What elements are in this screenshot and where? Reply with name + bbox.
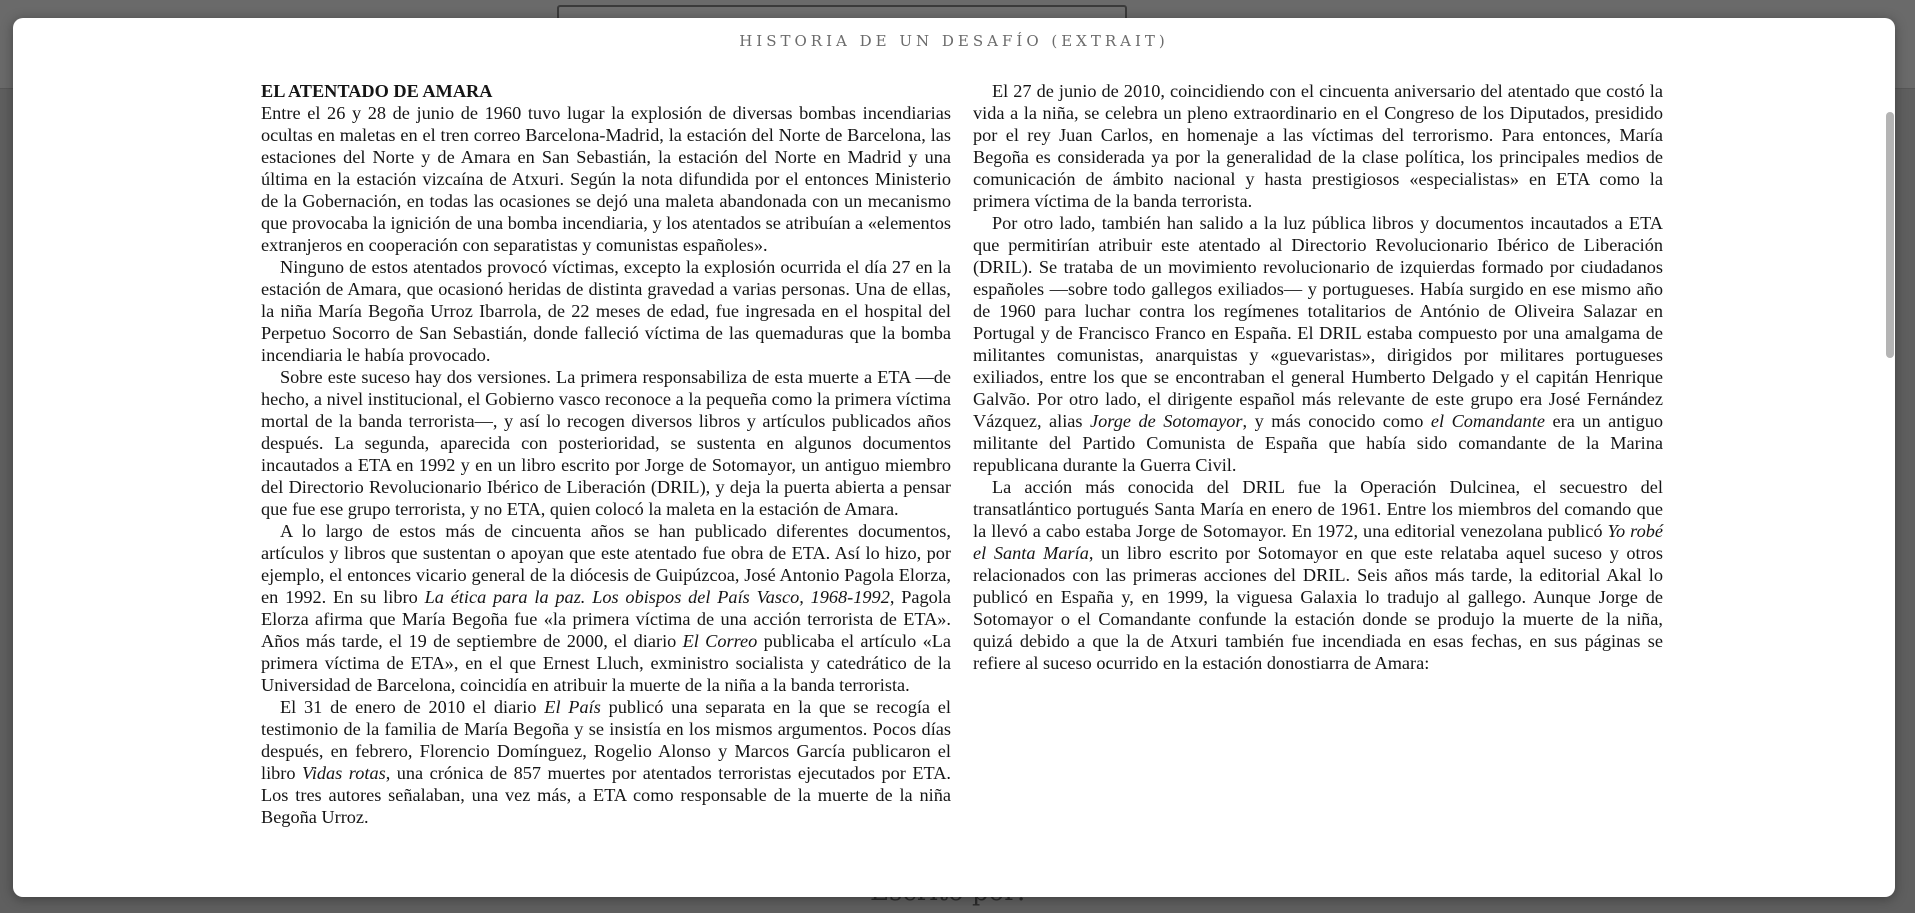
newspaper-el-correo: El Correo bbox=[682, 631, 758, 651]
excerpt-modal bbox=[13, 18, 1895, 897]
paragraph-3: Sobre este suceso hay dos versiones. La primera responsabiliza de esta muerte a ETA —de hecho, a nivel institucional, el Gobierno vasco reconoce a la pequeña como la primera víctima mortal de la banda terrorista—, y así lo recogen diversos libros y artículos publicados años después. La segunda, aparecida con posterioridad, se sustenta en algunos documentos incautados a ETA en 1992 y en un libro escrito por Jorge de Sotomayor, un antiguo miembro del Directorio Revolucionario Ibérico de Liberación (DRIL), y deja la puerta abierta a pensar que fue ese grupo terrorista, y no ETA, quien colocó la maleta en la estación de Amara. bbox=[261, 367, 951, 519]
paragraph-7-text-b: , y más conocido como bbox=[1242, 411, 1431, 431]
paragraph-2: Ninguno de estos atentados provocó víctimas, excepto la explosión ocurrida el día 27 en la estación de Amara, que ocasionó heridas de distinta gravedad a varias personas. Una de ellas, la niña María Begoña Urroz Ibarrola, de 22 meses de edad, fue ingresada en el hospital del Perpetuo Socorro de San Sebastián, donde falleció víctima de las quemaduras que la bomba incendiaria le había provocado. bbox=[261, 257, 951, 365]
book-title-etica: La ética para la paz. Los obispos del País Vasco, 1968-1992 bbox=[424, 587, 890, 607]
newspaper-el-pais: El País bbox=[544, 697, 601, 717]
nickname-el-comandante: el Comandante bbox=[1430, 411, 1546, 431]
paragraph-6: El 27 de junio de 2010, coincidiendo con el cincuenta aniversario del atentado que costó la vida a la niña, se celebra un pleno extraordinario en el Congreso de los Diputados, presidido por el rey Juan Carlos, en homenaje a las víctimas del terrorismo. Para entonces, María Begoña es considerada ya por la generalidad de la clase política, los principales medios de comunicación de ámbito nacional y hasta prestigiosos «especialistas» en ETA como la primera víctima de la banda terrorista. bbox=[973, 81, 1663, 211]
paragraph-8-text-b: , un libro escrito por Sotomayor en que este relataba aquel suceso y otros relacionados con las primeras acciones del DRIL. Seis años más tarde, la editorial Akal lo publicó en España y, en 1999, la viguesa Galaxia lo tradujo al gallego. Aunque Jorge de Sotomayor o el Comandante confunde la estación donde se produjo la muerte de la niña, quizá debido a que la de Atxuri también fue incendiada en esas fechas, en sus páginas se refiere al suceso ocurrido en la estación donostiarra de Amara: bbox=[973, 543, 1663, 673]
paragraph-7 bbox=[973, 212, 1663, 476]
paragraph-7-text-c: era un antiguo militante del Partido Comunista de España que había sido comandante de la Marina republicana durante la Guerra Civil. bbox=[973, 411, 1664, 475]
paragraph-4 bbox=[261, 520, 951, 696]
paragraph-8 bbox=[973, 476, 1663, 674]
alias-jorge-de-sotomayor: Jorge de Sotomayor bbox=[1090, 411, 1243, 431]
paragraph-5-text-a: El 31 de enero de 2010 el diario bbox=[280, 697, 545, 717]
article-heading: EL ATENTADO DE AMARA bbox=[261, 81, 493, 101]
paragraph-7-text-a: Por otro lado, también han salido a la luz pública libros y documentos incautados a ETA que permitirían atribuir este atentado al Directorio Revolucionario Ibérico de Liberación (DRIL). Se trataba de un movimiento revolucionario de izquierdas formado por ciudadanos españoles —sobre todo gallegos exiliados— y portugueses. Había surgido en ese mismo año de 1960 para luchar contra los regímenes totalitarios de António de Oliveira Salazar en Portugal y de Francisco Franco en España. El DRIL estaba compuesto por una amalgama de militantes comunistas, anarquistas y «guevaristas», dirigidos por militares portugueses exiliados, entre los que se encontraban el general Humberto Delgado y el capitán Henrique Galvão. Por otro lado, el dirigente español más relevante de este grupo era José Fernández Vázquez, alias bbox=[973, 213, 1663, 431]
paragraph-8-text-a: La acción más conocida del DRIL fue la Operación Dulcinea, el secuestro del transatlántico portugués Santa María en enero de 1961. Entre los miembros del comando que la llevó a cabo estaba Jorge de Sotomayor. En 1972, una editorial venezolana publicó bbox=[973, 477, 1663, 541]
paragraph-1: Entre el 26 y 28 de junio de 1960 tuvo lugar la explosión de diversas bombas incendiarias ocultas en maletas en el tren correo Barcelona-Madrid, la estación del Norte de Barcelona, las estaciones del Norte y de Amara en San Sebastián, la estación del Norte en Madrid y una última en la estación vizcaína de Atxuri. Según la nota difundida por el entonces Ministerio de la Gobernación, en todas las ocasiones se dejó una maleta abandonada con un mecanismo que provocaba la ignición de una bomba incendiaria, y los atentados se atribuían a «elementos extranjeros en cooperación con separatistas y comunistas españoles». bbox=[261, 103, 951, 255]
book-title-yo-robe: Yo robé el Santa María bbox=[973, 521, 1664, 563]
paragraph-4-text-a: A lo largo de estos más de cincuenta años se han publicado diferentes documentos, artículos y libros que sustentan o apoyan que este atentado fue obra de ETA. Así lo hizo, por ejemplo, el entonces vicario general de la diócesis de Guipúzcoa, José Antonio Pagola Elorza, en 1992. En su libro bbox=[261, 521, 951, 607]
book-title-vidas-rotas: Vidas rotas bbox=[302, 763, 386, 783]
paragraph-4-text-c: publicaba el artículo «La primera víctima de ETA», en el que Ernest Lluch, exministro socialista y catedrático de la Universidad de Barcelona, coincidía en atribuir la muerte de la niña a la banda terrorista. bbox=[261, 631, 951, 695]
modal-title: HISTORIA DE UN DESAFÍO (EXTRAIT) bbox=[739, 32, 1169, 50]
modal-scrollbar[interactable] bbox=[1886, 112, 1894, 358]
paragraph-5-text-b: publicó una separata en la que se recogía el testimonio de la familia de María Begoña y se insistía en los mismos argumentos. Pocos días después, en febrero, Florencio Domínguez, Rogelio Alonso y Marcos García publicaron el libro bbox=[261, 697, 951, 783]
paragraph-4-text-b: , Pagola Elorza afirma que María Begoña fue «la primera víctima de una acción terrorista de ETA». Años más tarde, el 19 de septiembre de 2000, el diario bbox=[261, 587, 951, 651]
paragraph-5 bbox=[261, 696, 951, 828]
article-body bbox=[261, 80, 1663, 870]
paragraph-5-text-c: , una crónica de 857 muertes por atentados terroristas ejecutados por ETA. Los tres autores señalaban, una vez más, a ETA como responsable de la muerte de la niña Begoña Urroz. bbox=[261, 763, 951, 827]
